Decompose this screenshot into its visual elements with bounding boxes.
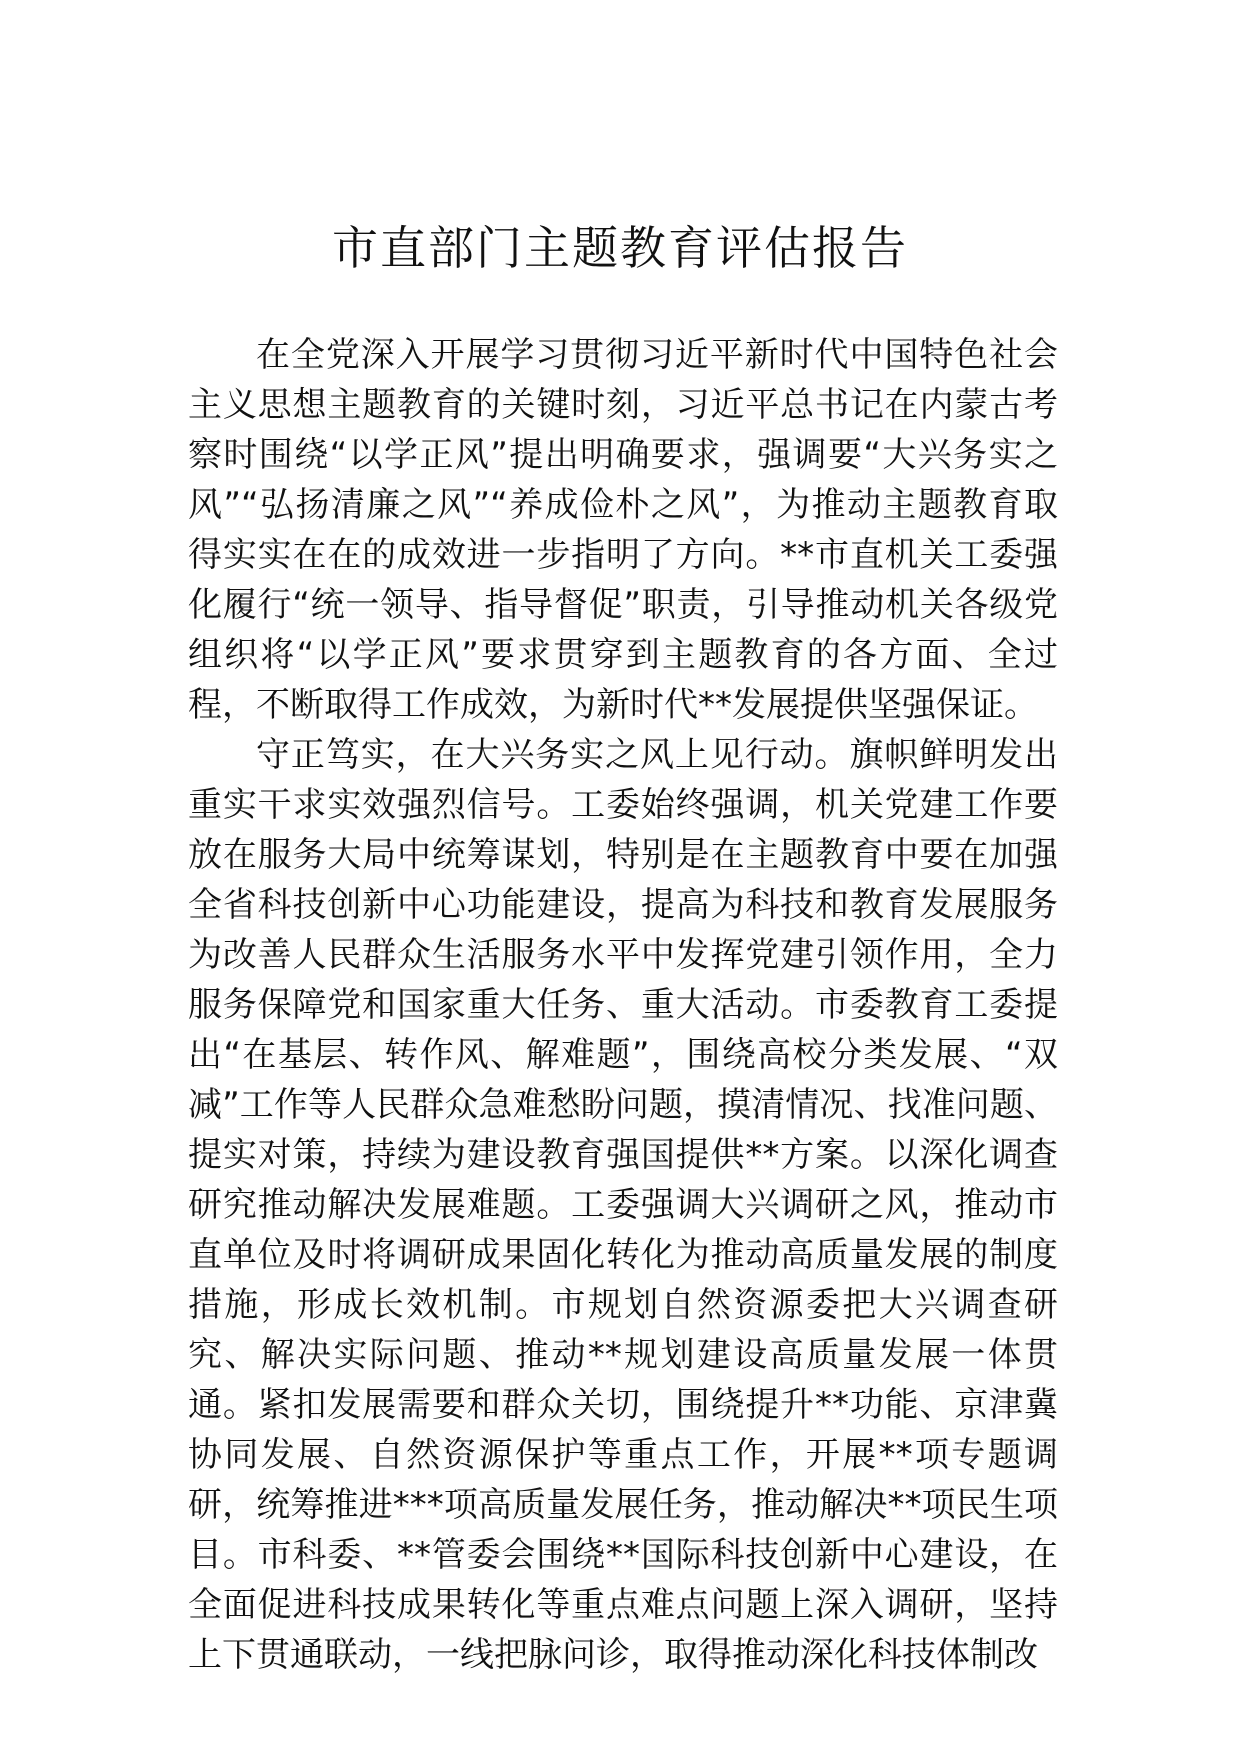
paragraph-2: 守正笃实，在大兴务实之风上见行动。旗帜鲜明发出重实干求实效强烈信号。工委始终强调，机关党建工作要放在服务大局中统筹谋划，特别是在主题教育中要在加强全省科技创新中心功能建设，提高为科技和教育发展服务为改善人民群众生活服务水平中发挥党建引领作用，全力服务保障党和国家重大任务、重大活动。市委教育工委提出“在基层、转作风、解难题”，围绕高校分类发展、“双减”工作等人民群众急难愁盼问题，摸清情况、找准问题、提实对策，持续为建设教育强国提供**方案。以深化调查研究推动解决发展难题。工委强调大兴调研之风，推动市直单位及时将调研成果固化转化为推动高质量发展的制度措施，形成长效机制。市规划自然资源委把大兴调查研究、解决实际问题、推动**规划建设高质量发展一体贯通。紧扣发展需要和群众关切，围绕提升**功能、京津冀协同发展、自然资源保护等重点工作，开展**项专题调研，统筹推进***项高质量发展任务，推动解决**项民生项目。市科委、**管委会围绕**国际科技创新中心建设，在全面促进科技成果转化等重点难点问题上深入调研，坚持上下贯通联动，一线把脉问诊，取得推动深化科技体制改 [188,735,1058,1675]
paragraph-1: 在全党深入开展学习贯彻习近平新时代中国特色社会主义思想主题教育的关键时刻，习近平总书记在内蒙古考察时围绕“以学正风”提出明确要求，强调要“大兴务实之风”“弘扬清廉之风”“养成俭朴之风”，为推动主题教育取得实实在在的成效进一步指明了方向。**市直机关工委强化履行“统一领导、指导督促”职责，引导推动机关各级党组织将“以学正风”要求贯穿到主题教育的各方面、全过程，不断取得工作成效，为新时代**发展提供坚强保证。 [188,335,1058,725]
document-body [188,330,1058,1680]
document-title: 市直部门主题教育评估报告 [332,221,908,275]
